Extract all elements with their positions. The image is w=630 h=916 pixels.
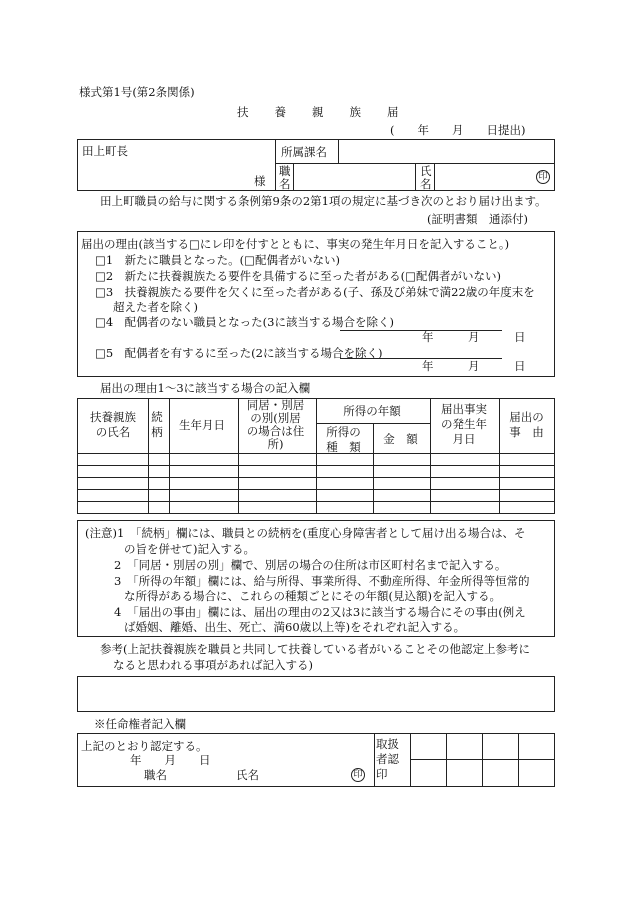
table-row[interactable] [78,502,555,514]
dept-field[interactable] [340,144,552,160]
table-row[interactable] [78,454,555,466]
table-row[interactable] [78,478,555,490]
reference-field[interactable] [77,676,555,712]
post-label-1: 職 [279,164,291,178]
reason-item-2[interactable]: □2 新たに扶養親族たる要件を具備するに至った者がある(□配偶者がいない) [95,269,502,283]
reason-5-date: 年 月 日 [422,359,526,373]
dept-label: 所属課名 [281,145,327,159]
reason-item-5[interactable]: □5 配偶者を有するに至った(2に該当する場合を除く) [95,346,383,360]
appointer-heading: ※任命権者記入欄 [94,717,186,731]
handler-label: 取扱 者認 印 [376,737,399,781]
recipient-suffix: 様 [254,174,266,188]
post-field[interactable] [296,167,412,187]
submit-date: ( 年 月 日提出) [390,123,526,137]
reason-item-4[interactable]: □4 配偶者のない職員となった(3に該当する場合を除く) [95,315,394,329]
name-label-2: 名 [420,177,432,191]
post-label-2: 名 [279,177,291,191]
table-row[interactable] [78,466,555,478]
form-title: 扶 養 親 族 届 [237,105,400,119]
note-4: 4 「届出の事由」欄には、届出の理由の2又は3に該当する場合にその事由(例え [114,605,526,619]
note-4-cont: ば婚姻、離婚、出生、死亡、満60歳以上等)をそれぞれ記入する。 [124,620,466,634]
table-row[interactable] [78,490,555,502]
col-income-header: 所得の年額 [343,404,401,418]
form-number: 様式第1号(第2条関係) [79,85,195,99]
reference-text-cont: なると思われる事項があれば記入する) [113,658,313,672]
note-2: 2 「同居・別居の別」欄で、別居の場合の住所は市区町村名まで記入する。 [114,558,507,572]
col-income-type-header: 所得の 種 類 [326,425,361,454]
note-1-cont: の旨を併せて)記入する。 [124,542,255,556]
appointer-name-label: 氏名 [236,768,259,782]
name-field[interactable] [437,167,529,187]
approved-date: 年 月 日 [130,753,211,767]
note-3-cont: な所得がある場合に、これらの種類ごとにその年額(見込額)を記入する。 [124,589,501,603]
reasons-heading: 届出の理由(該当する□にレ印を付すとともに、事実の発生年月日を記入すること。) [81,237,510,251]
recipient: 田上町長 [82,144,128,158]
table-title: 届出の理由1〜3に該当する場合の記入欄 [100,381,311,395]
note-3: 3 「所得の年額」欄には、給与所得、事業所得、不動産所得、年金所得等恒常的 [114,574,530,588]
appointer-seal-icon: 印 [351,768,365,782]
col-name-header: 扶養親族 の氏名 [90,410,136,439]
seal-icon: 印 [536,170,550,184]
col-relation-header: 続 柄 [151,410,163,439]
reason-4-date: 年 月 日 [422,330,526,344]
intro-text: 田上町職員の給与に関する条例第9条の2第1項の規定に基づき次のとおり届け出ます。 [100,194,547,208]
appointer-post-label: 職名 [144,768,167,782]
note-1: (注意)1 「続柄」欄には、職員との続柄を(重度心身障害者として届け出る場合は、そ [85,526,526,540]
reference-text: 参考(上記扶養親族を職員と共同して扶養している者がいることその他認定上参考に [100,642,530,656]
col-event-date-header: 届出事実 の発生年 月日 [441,402,487,446]
col-reason-header: 届出の 事 由 [509,410,544,439]
col-birth-header: 生年月日 [179,418,225,432]
handler-seal-slot[interactable] [519,734,554,759]
reason-item-3-cont: 超えた者を除く) [113,300,198,314]
name-label-1: 氏 [420,164,432,178]
attachment-note: (証明書類 通添付) [427,212,528,226]
handler-seal-slot[interactable] [483,734,518,759]
handler-seal-slot[interactable] [411,734,446,759]
col-cohabit-header: 同居・別居 の別(別居 の場合は住 所) [246,398,305,451]
reason-item-1[interactable]: □1 新たに職員となった。(□配偶者がいない) [95,253,341,267]
approved-text: 上記のとおり認定する。 [81,739,208,753]
handler-seal-slot[interactable] [447,734,482,759]
col-income-amount-header: 金 額 [383,432,418,446]
reason-item-3[interactable]: □3 扶養親族たる要件を欠くに至った者がある(子、孫及び弟妹で満22歳の年度末を [95,285,535,299]
